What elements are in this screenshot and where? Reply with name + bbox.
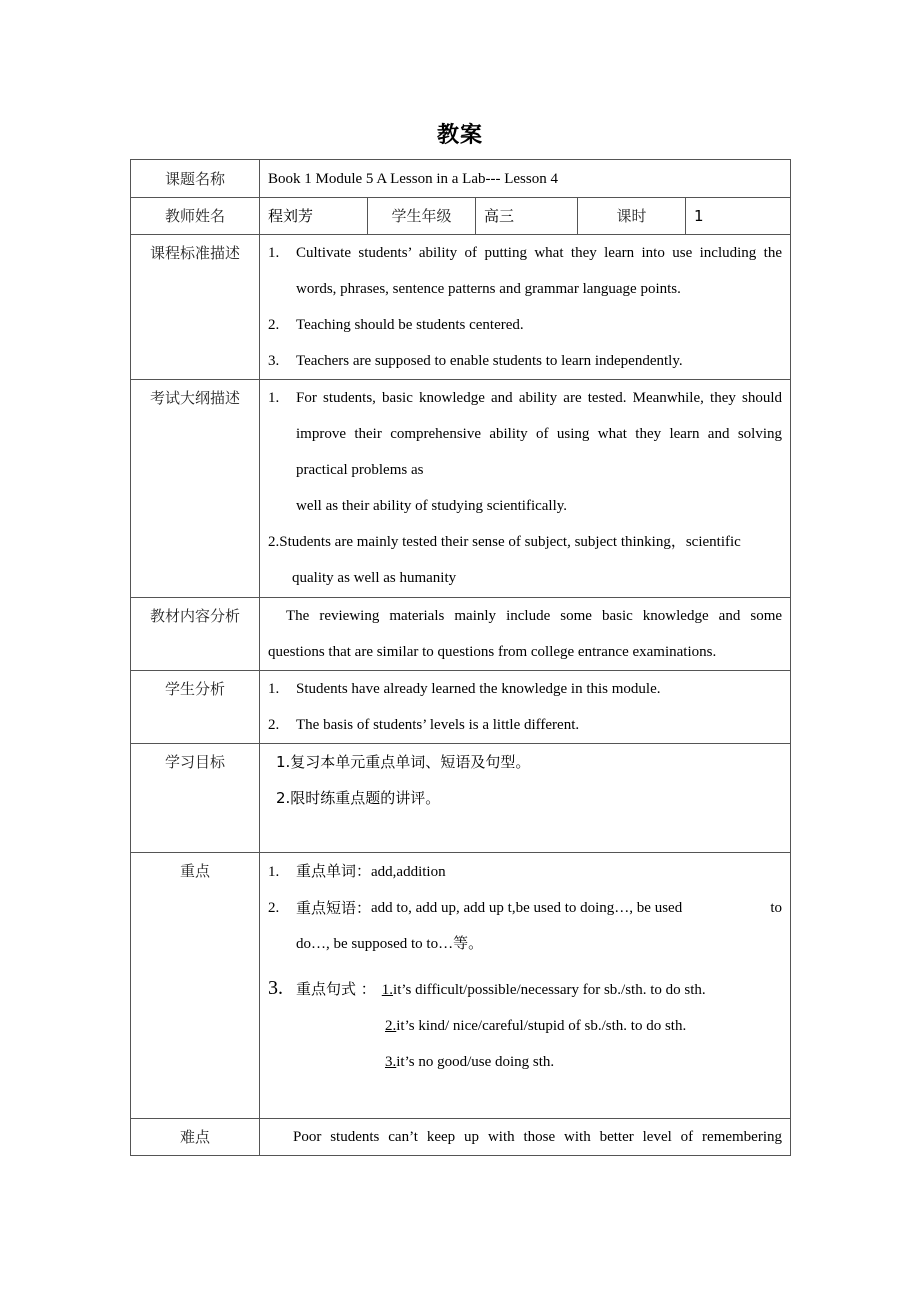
exam-outline-item-continued: quality as well as humanity	[292, 570, 457, 586]
period-value: 1	[686, 198, 791, 235]
topic-value: Book 1 Module 5 A Lesson in a Lab--- Lesson 4	[260, 160, 791, 198]
teacher-label: 教师姓名	[131, 198, 260, 235]
exam-outline-item: 2.Students are mainly tested their sense of subject, subject thinking，scientific	[268, 534, 741, 550]
sentence-item: 3.it’s no good/use doing sth.	[385, 1054, 555, 1070]
students-item: 1. Students have already learned the knowledge in this module.	[268, 681, 661, 697]
key-points-label: 重点	[131, 853, 260, 1119]
students-label: 学生分析	[131, 671, 260, 744]
document-title: 教案	[436, 123, 483, 148]
curriculum-item: 1. Cultivate students’ ability of putting what they learn into use including the words, phrases, sentence patterns and grammar language points.	[268, 245, 783, 297]
exam-outline-label: 考试大纲描述	[131, 380, 260, 598]
key-words: 1. 重点单词：add,addition	[268, 862, 446, 880]
students-content	[260, 671, 791, 744]
lesson-plan-table	[130, 159, 791, 1156]
row-materials	[131, 598, 791, 671]
students-item: 2. The basis of students’ levels is a little different.	[268, 717, 580, 733]
row-exam-outline	[131, 380, 791, 598]
row-info	[131, 198, 791, 235]
key-phrases: 2. 重点短语： add to, add up, add up t,be used to doing…, be used to	[268, 899, 783, 917]
materials-label: 教材内容分析	[131, 598, 260, 671]
sentence-item: 1.it’s difficult/possible/necessary for sb./sth. to do sth.	[381, 982, 706, 998]
objective-item: 2.限时练重点题的讲评。	[276, 789, 441, 807]
exam-outline-item: 1. For students, basic knowledge and ability are tested. Meanwhile, they should improve their comprehensive ability of using what they learn and solving practical problems as	[268, 390, 783, 478]
grade-value: 高三	[476, 198, 578, 235]
exam-outline-item-continued: well as their ability of studying scientifically.	[296, 498, 568, 514]
curriculum-item: 2. Teaching should be students centered.	[268, 317, 524, 333]
row-students	[131, 671, 791, 744]
period-label: 课时	[578, 198, 686, 235]
objectives-label: 学习目标	[131, 744, 260, 853]
topic-label: 课题名称	[131, 160, 260, 198]
row-topic	[131, 160, 791, 198]
row-key-points	[131, 853, 791, 1119]
materials-text: The reviewing materials mainly include some basic knowledge and some questions that are similar to questions from college entrance examinations.	[260, 598, 791, 671]
difficulties-text: Poor students can’t keep up with those with better level of remembering	[260, 1119, 791, 1156]
teacher-value: 程刘芳	[260, 198, 368, 235]
key-phrases-continued: do…, be supposed to to…等。	[296, 936, 484, 952]
grade-label: 学生年级	[368, 198, 476, 235]
difficulties-label: 难点	[131, 1119, 260, 1156]
curriculum-item: 3. Teachers are supposed to enable students to learn independently.	[268, 353, 683, 369]
curriculum-content	[260, 235, 791, 380]
objective-item: 1.复习本单元重点单词、短语及句型。	[276, 753, 531, 771]
key-sentences: 3. 重点句式 ： 1.it’s difficult/possible/necessary for sb./sth. to do sth.	[268, 977, 706, 999]
row-difficulties	[131, 1119, 791, 1156]
objectives-content	[260, 744, 791, 853]
row-objectives	[131, 744, 791, 853]
row-curriculum	[131, 235, 791, 380]
curriculum-label: 课程标准描述	[131, 235, 260, 380]
key-points-content	[260, 853, 791, 1119]
sentence-item: 2.it’s kind/ nice/careful/stupid of sb./sth. to do sth.	[385, 1018, 687, 1034]
exam-outline-content	[260, 380, 791, 598]
